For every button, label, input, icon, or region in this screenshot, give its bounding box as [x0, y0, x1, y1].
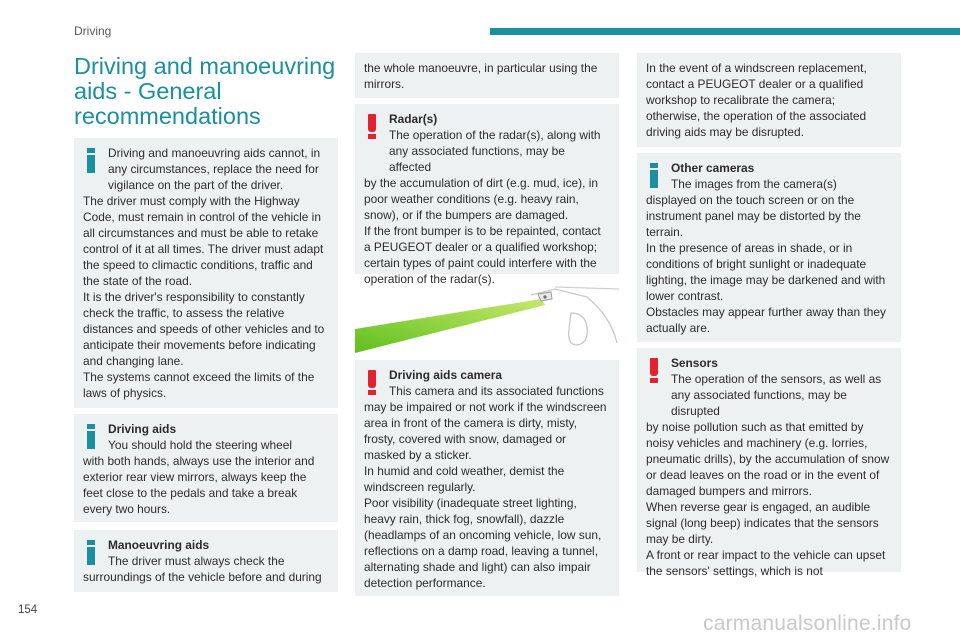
manoeuvring-aids-p1: surroundings of the vehicle before and during: [83, 570, 322, 584]
sensors-p1: by noise pollution such as that emitted by noisy vehicles and machinery (e.g. lorries, pneumatic drills), by the accumulation of snow or dead leaves on the road or in the event of damaged bumpers and mirrors.: [646, 420, 890, 498]
other-cameras-lead: The images from the camera(s): [671, 177, 837, 191]
watermark: carmanualsonline.info: [703, 612, 912, 635]
other-cameras-p3: Obstacles may appear further away than they actually are.: [646, 305, 886, 335]
radar-heading: Radar(s): [389, 112, 438, 126]
warning-icon: [650, 358, 658, 383]
detection-beam: [355, 299, 545, 353]
other-cameras-p2: In the presence of areas in shade, or in conditions of bright sunlight or inadequate lighting, the image may be darkened and with lower contrast.: [646, 241, 886, 303]
radar-p1: by the accumulation of dirt (e.g. mud, ice), in poor weather conditions (e.g. heavy rain, snow), or if the bumpers are damaged.: [364, 176, 598, 222]
other-cameras-box: [637, 153, 901, 342]
radar-warning-box: [355, 104, 619, 286]
warning-icon: [368, 370, 376, 395]
camera-lens-icon: [543, 295, 546, 298]
camera-windscreen-diagram: [355, 283, 619, 355]
sensors-warning-box: [637, 348, 901, 578]
warning-icon: [368, 114, 376, 139]
general-lead: Driving and manoeuvring aids cannot, in any circumstances, replace the need for vigilance on the part of the driver.: [108, 146, 321, 192]
section-title: Driving and manoeuvring aids - General recommendations: [74, 53, 336, 129]
radar-lead: The operation of the radar(s), along with any associated functions, may be affected: [389, 128, 601, 174]
header-title: Driving: [74, 24, 112, 38]
general-p3: The systems cannot exceed the limits of the laws of physics.: [83, 370, 315, 400]
general-info-box: [74, 138, 338, 408]
other-cameras-heading: Other cameras: [671, 161, 755, 175]
info-icon: [650, 163, 658, 188]
driving-aids-heading: Driving aids: [108, 422, 177, 436]
sensors-lead: The operation of the sensors, as well as any associated functions, may be disrupted: [671, 372, 882, 418]
driving-aids-p1: with both hands, always use the interior and exterior rear view mirrors, always keep the feet close to the pedals and take a break every two hours.: [83, 454, 315, 516]
camera-p3: Poor visibility (inadequate street lighting, heavy rain, thick fog, snowfall), dazzle (headlamps of an oncoming vehicle, low sun, reflections on a damp road, leaving a tunnel, alternating shade and light) can also impair detection performance.: [364, 496, 602, 590]
camera-p1: may be impaired or not work if the windscreen area in front of the camera is dirty, misty, frosty, covered with snow, damaged or masked by a sticker.: [364, 400, 607, 462]
manoeuvring-aids-lead: The driver must always check the: [108, 554, 285, 568]
other-cameras-p1: displayed on the touch screen or on the instrument panel may be distorted by the terrain.: [646, 193, 861, 239]
header-accent-bar: [490, 28, 960, 35]
windscreen-box: [637, 53, 901, 147]
page-number: 154: [18, 604, 38, 616]
info-icon: [87, 148, 95, 173]
sensors-heading: Sensors: [671, 356, 718, 370]
mirror-shape: [569, 313, 588, 345]
general-p2: It is the driver's responsibility to constantly check the traffic, to assess the relative distances and speeds of other vehicles and to anticipate their movements before indicating and changing lane.: [83, 290, 325, 368]
info-icon: [87, 424, 95, 449]
sensors-p2: When reverse gear is engaged, an audible signal (long beep) indicates that the sensors may be dirty.: [646, 500, 879, 546]
manoeuvring-aids-box: [74, 530, 338, 592]
camera-heading: Driving aids camera: [389, 368, 503, 382]
radar-p2: If the front bumper is to be repainted, contact a PEUGEOT dealer or a qualified workshop; certain types of paint could interfere with the operation of the radar(s).: [364, 224, 601, 286]
windscreen-p1: In the event of a windscreen replacement, contact a PEUGEOT dealer or a qualified workshop to recalibrate the camera; otherwise, the operation of the associated driving aids may be disrupted.: [646, 61, 867, 139]
camera-lead: This camera and its associated functions: [389, 384, 604, 398]
general-p1: The driver must comply with the Highway Code, must remain in control of the vehicle in all circumstances and must be able to retake control of it at all times. The driver must adapt the speed to climactic conditions, traffic and the state of the road.: [83, 194, 324, 288]
driving-aids-box: [74, 414, 338, 522]
roof-line: [555, 287, 619, 289]
sensors-p3: A front or rear impact to the vehicle can upset the sensors' settings, which is not: [646, 548, 886, 578]
manoeuvring-cont-box: [355, 53, 619, 98]
camera-p2: In humid and cold weather, demist the windscreen regularly.: [364, 464, 565, 494]
manoeuvring-cont-p1: the whole manoeuvre, in particular using the mirrors.: [364, 61, 598, 91]
driving-aids-lead: You should hold the steering wheel: [108, 438, 293, 452]
manoeuvring-aids-heading: Manoeuvring aids: [108, 538, 210, 552]
camera-warning-box: [355, 360, 619, 596]
info-icon: [87, 540, 95, 565]
